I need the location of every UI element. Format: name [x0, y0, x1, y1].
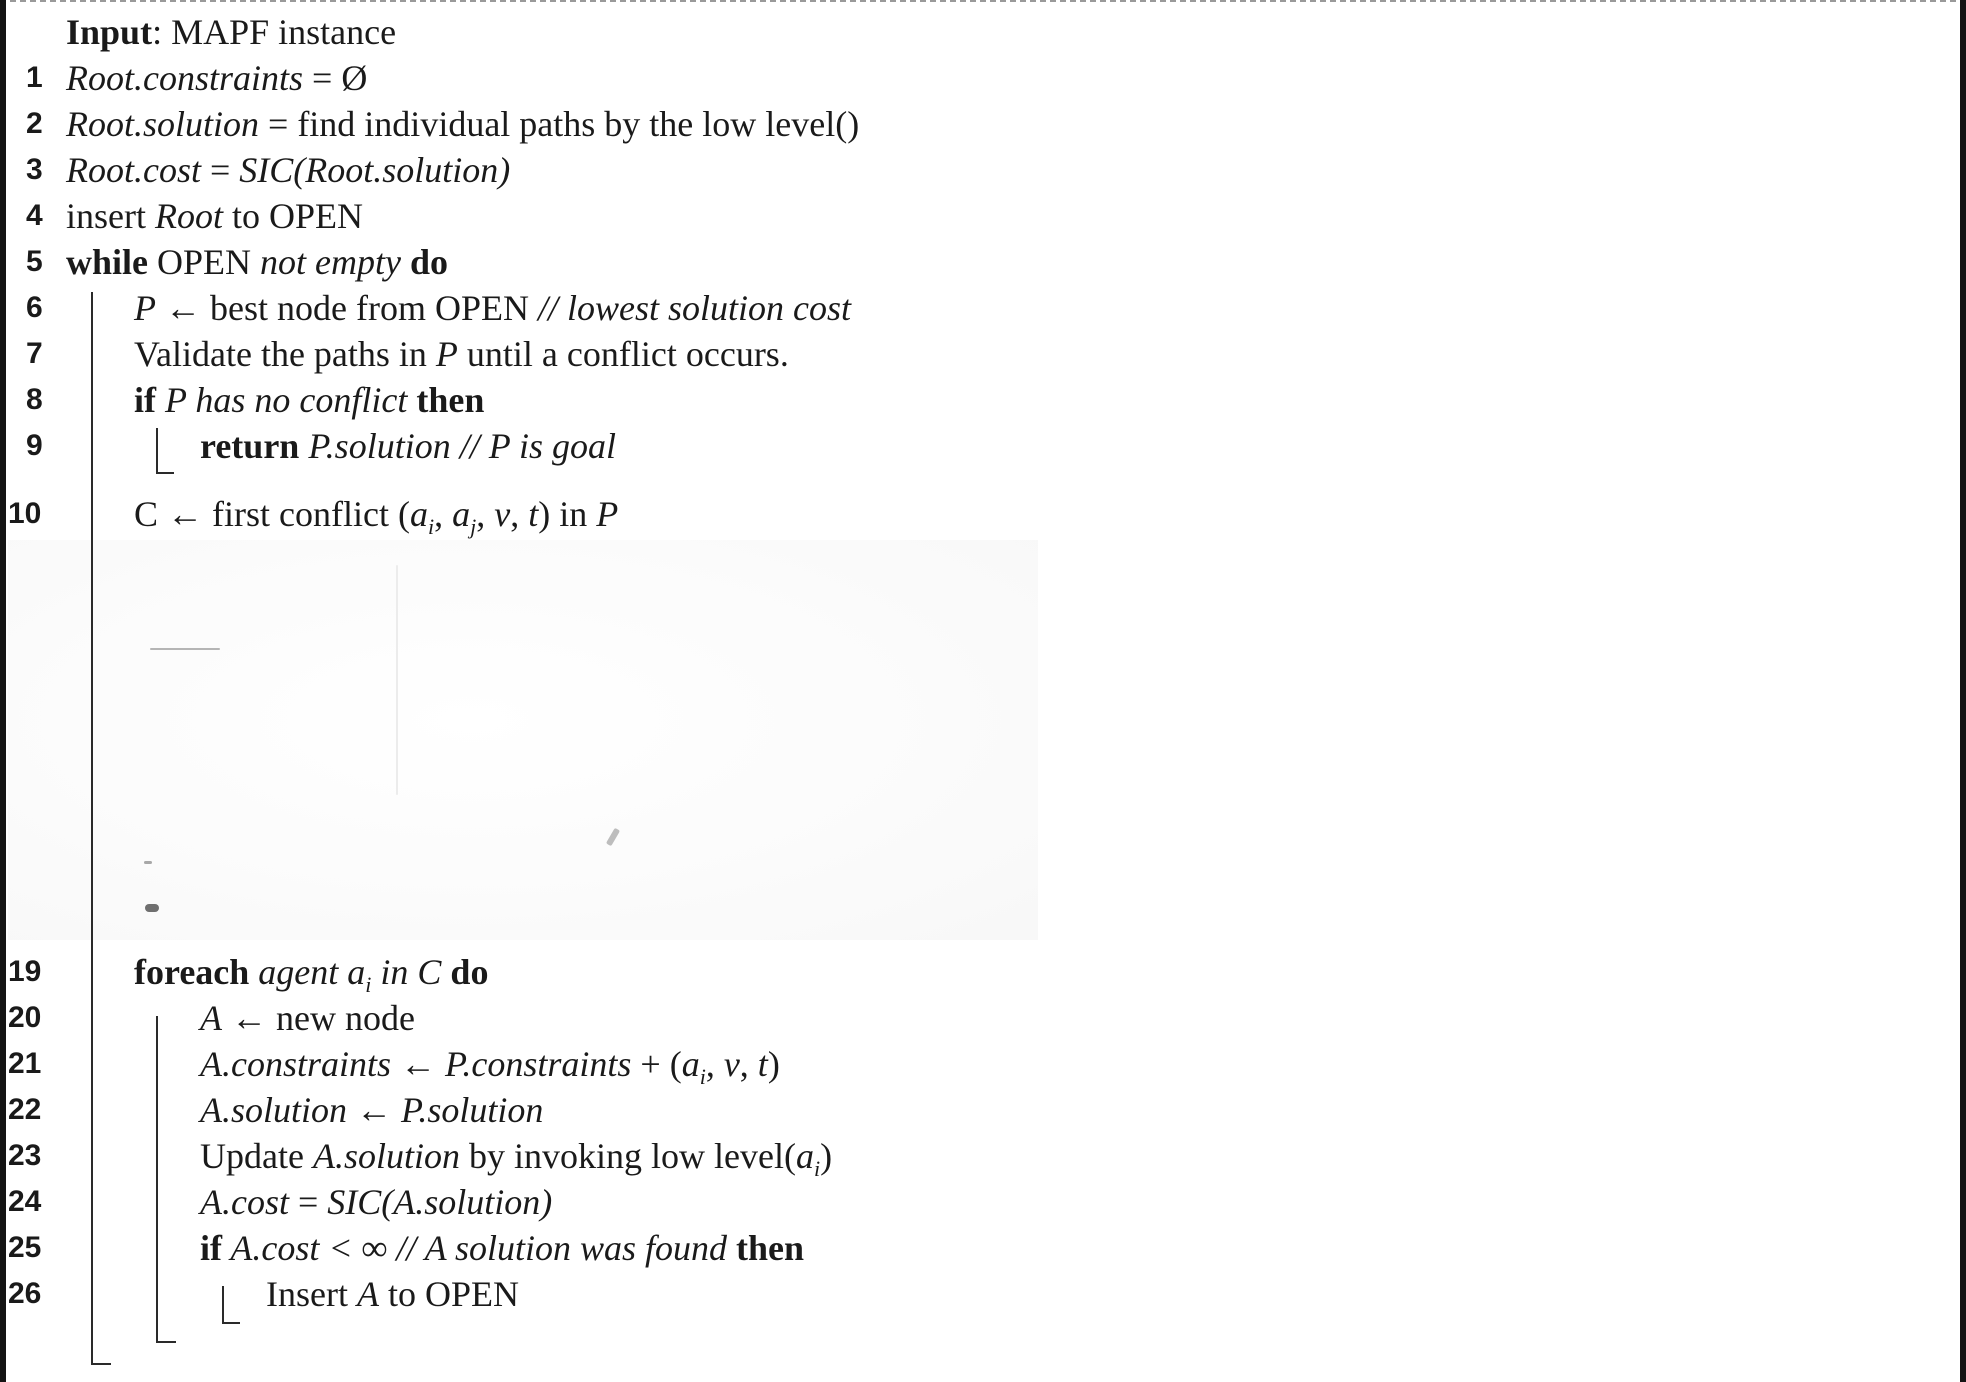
foreach-block-end: [156, 1341, 176, 1343]
line-number: 5: [26, 245, 43, 278]
code-text: = Ø: [303, 58, 368, 98]
algorithm-line: [200, 996, 415, 1040]
line-number: 20: [8, 1001, 42, 1034]
code-text: A.cost: [200, 1182, 289, 1222]
line-number: 22: [8, 1093, 42, 1126]
algorithm-line: [66, 148, 510, 192]
algorithm-line: [200, 1226, 804, 1270]
code-text: ): [767, 1044, 780, 1084]
code-text: by invoking low level(: [459, 1136, 796, 1176]
code-text: to OPEN: [378, 1274, 519, 1314]
code-text: ,: [476, 494, 495, 534]
code-text: OPEN: [148, 242, 261, 282]
code-text: = find individual paths by the low level(): [259, 104, 860, 144]
smudge-mark: [150, 648, 220, 650]
subscript: j: [470, 514, 477, 540]
smudge-mark: [145, 904, 159, 912]
code-text: A.solution: [200, 1090, 348, 1130]
left-border: [0, 0, 6, 1382]
code-text: P has no conflict: [156, 380, 408, 420]
code-text: ,: [434, 494, 453, 534]
code-text: P.solution: [401, 1090, 544, 1130]
line-number: 2: [26, 107, 43, 140]
line-number: 19: [8, 955, 42, 988]
code-text: ← best node from OPEN: [156, 288, 538, 328]
input-label: Input: [66, 12, 153, 52]
algorithm-line: [200, 1180, 552, 1224]
while-block-bar: [91, 292, 93, 1365]
code-text: ←: [391, 1044, 446, 1084]
code-text: Root.cost: [66, 150, 201, 190]
subscript: i: [365, 972, 372, 998]
code-text: Update: [200, 1136, 313, 1176]
code-text: Insert: [266, 1274, 357, 1314]
algorithm-line: [66, 102, 859, 146]
algorithm-line: [266, 1272, 519, 1316]
code-text: =: [200, 150, 240, 190]
if-cost-block-bar: [222, 1286, 224, 1324]
algorithm-line: [66, 194, 363, 238]
code-text: P.solution // P is goal: [299, 426, 617, 466]
code-text: a: [681, 1044, 700, 1084]
code-text: A: [200, 998, 222, 1038]
smudge-mark: [396, 565, 398, 795]
while-block-end: [91, 1363, 111, 1365]
code-text: not empty: [260, 242, 401, 282]
code-text: agent a: [249, 952, 366, 992]
input-header: [66, 10, 396, 54]
code-text: ,: [739, 1044, 758, 1084]
line-number: 9: [26, 429, 43, 462]
smudge-mark: [144, 861, 152, 864]
algorithm-line: [134, 286, 851, 330]
line-number: 24: [8, 1185, 42, 1218]
code-text: ) in: [538, 494, 597, 534]
code-text: =: [288, 1182, 328, 1222]
code-text: Validate the paths in: [134, 334, 436, 374]
code-text: ): [820, 1136, 833, 1176]
algorithm-line: [134, 492, 618, 549]
code-text: ,: [705, 1044, 724, 1084]
foreach-block-bar: [156, 1016, 158, 1343]
code-text: SIC(Root.solution): [239, 150, 511, 190]
keyword: if: [200, 1228, 222, 1268]
keyword: if: [134, 380, 156, 420]
keyword: then: [727, 1228, 805, 1268]
code-text: t: [757, 1044, 768, 1084]
algorithm-line: [134, 378, 484, 422]
keyword: then: [407, 380, 485, 420]
subscript: i: [427, 514, 435, 540]
top-border: [0, 0, 1966, 2]
code-text: A: [356, 1274, 379, 1314]
code-text: A.solution: [312, 1136, 460, 1176]
line-number: 6: [26, 291, 43, 324]
line-number: 8: [26, 383, 43, 416]
subscript: i: [813, 1156, 821, 1182]
if-block-bar: [156, 428, 158, 474]
code-text: A.constraints: [200, 1044, 392, 1084]
code-text: P: [435, 334, 458, 374]
line-number: 23: [8, 1139, 42, 1172]
code-text: to OPEN: [222, 196, 363, 236]
code-text: a: [452, 494, 471, 534]
code-text: until a conflict occurs.: [457, 334, 789, 374]
keyword: while: [66, 242, 149, 282]
code-text: + (: [631, 1044, 682, 1084]
keyword: foreach: [134, 952, 250, 992]
subscript: i: [699, 1064, 706, 1090]
code-text: insert: [66, 196, 155, 236]
code-text: ← new node: [222, 998, 415, 1038]
code-text: Root: [154, 196, 223, 236]
algorithm-line: [66, 56, 367, 100]
line-number: 3: [26, 153, 43, 186]
code-text: ←: [347, 1090, 402, 1130]
code-text: P.constraints: [445, 1044, 632, 1084]
code-text: v: [494, 494, 511, 534]
if-cost-block-end: [222, 1322, 240, 1324]
erased-region: [8, 540, 1038, 940]
code-text: a: [795, 1136, 814, 1176]
code-text: in C: [371, 952, 442, 992]
keyword: do: [401, 242, 449, 282]
keyword: do: [441, 952, 489, 992]
line-number: 21: [8, 1047, 42, 1080]
code-text: ,: [510, 494, 529, 534]
right-border: [1960, 0, 1966, 1382]
code-text: C ← first conflict (: [134, 494, 410, 534]
code-text: // lowest solution cost: [537, 288, 851, 328]
line-number: 1: [26, 61, 43, 94]
code-text: P: [134, 288, 156, 328]
keyword: return: [200, 426, 300, 466]
if-block-end: [156, 472, 174, 474]
algorithm-line: [200, 1088, 543, 1132]
code-text: Root.solution: [66, 104, 260, 144]
code-text: t: [528, 494, 539, 534]
line-number: 10: [8, 497, 42, 530]
line-number: 25: [8, 1231, 42, 1264]
algorithm-line: [200, 424, 616, 468]
line-number: 26: [8, 1277, 42, 1310]
code-text: A.cost < ∞ // A solution was found: [222, 1228, 728, 1268]
line-number: 7: [26, 337, 43, 370]
algorithm-line: [134, 332, 789, 376]
code-text: SIC(A.solution): [327, 1182, 553, 1222]
input-value: : MAPF instance: [152, 12, 397, 52]
code-text: Root.constraints: [66, 58, 304, 98]
code-text: v: [723, 1044, 740, 1084]
code-text: P: [596, 494, 619, 534]
line-number: 4: [26, 199, 43, 232]
algorithm-line: [66, 240, 448, 284]
code-text: a: [409, 494, 428, 534]
